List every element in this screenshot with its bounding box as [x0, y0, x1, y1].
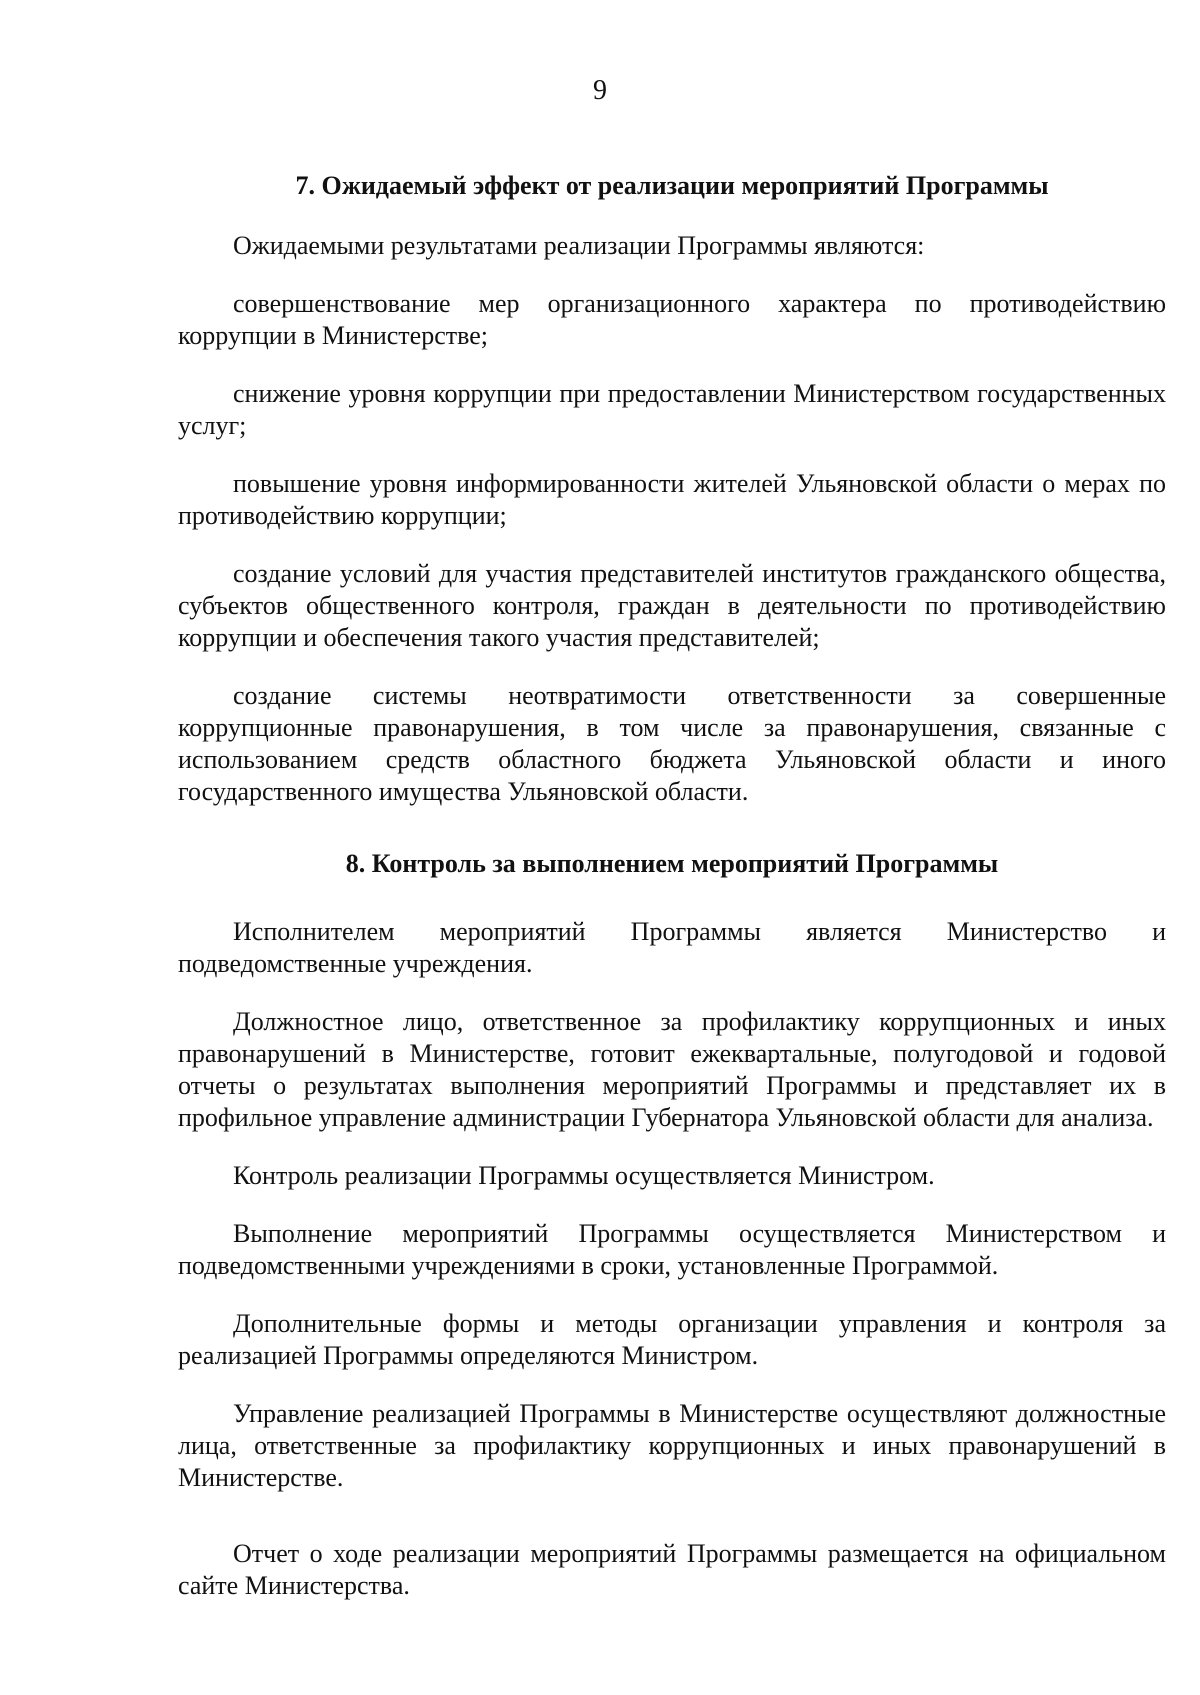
document-body [178, 168, 1166, 1602]
section-8-paragraph: Должностное лицо, ответственное за профилактику коррупционных и иных правонарушений в Министерстве, готовит ежеквартальные, полугодовой и годовой отчеты о результатах выполнения мероприятий Программы и представляет их в профильное управление администрации Губернатора Ульяновской области для анализа. [178, 1007, 1166, 1132]
section-7-title: 7. Ожидаемый эффект от реализации мероприятий Программы [295, 171, 1049, 200]
section-8-title: 8. Контроль за выполнением мероприятий Программы [345, 849, 999, 878]
section-7-paragraph: Ожидаемыми результатами реализации Программы являются: [233, 231, 925, 260]
section-8-paragraph: Исполнителем мероприятий Программы является Министерство и подведомственные учреждения. [178, 917, 1166, 978]
section-8-paragraph: Отчет о ходе реализации мероприятий Программы размещается на официальном сайте Министерства. [178, 1539, 1166, 1600]
page-number: 9 [593, 75, 607, 106]
section-7-paragraph: совершенствование мер организационного характера по противодействию коррупции в Министерстве; [178, 289, 1166, 350]
section-8-paragraph: Выполнение мероприятий Программы осуществляется Министерством и подведомственными учреждениями в сроки, установленные Программой. [178, 1219, 1166, 1280]
section-8-paragraph: Дополнительные формы и методы организации управления и контроля за реализацией Программы определяются Министром. [178, 1309, 1166, 1370]
section-7-paragraph: повышение уровня информированности жителей Ульяновской области о мерах по противодействию коррупции; [178, 469, 1166, 530]
section-7-paragraph: снижение уровня коррупции при предоставлении Министерством государственных услуг; [178, 379, 1166, 440]
section-7-paragraph: создание условий для участия представителей институтов гражданского общества, субъектов общественного контроля, граждан в деятельности по противодействию коррупции и обеспечения такого участия представителей; [178, 559, 1166, 652]
section-8-paragraph: Контроль реализации Программы осуществляется Министром. [233, 1161, 935, 1190]
section-7-paragraph: создание системы неотвратимости ответственности за совершенные коррупционные правонарушения, в том числе за правонарушения, связанные с использованием средств областного бюджета Ульяновской области и иного государственного имущества Ульяновской области. [178, 681, 1166, 806]
section-8-paragraph: Управление реализацией Программы в Министерстве осуществляют должностные лица, ответственные за профилактику коррупционных и иных правонарушений в Министерстве. [178, 1399, 1166, 1492]
